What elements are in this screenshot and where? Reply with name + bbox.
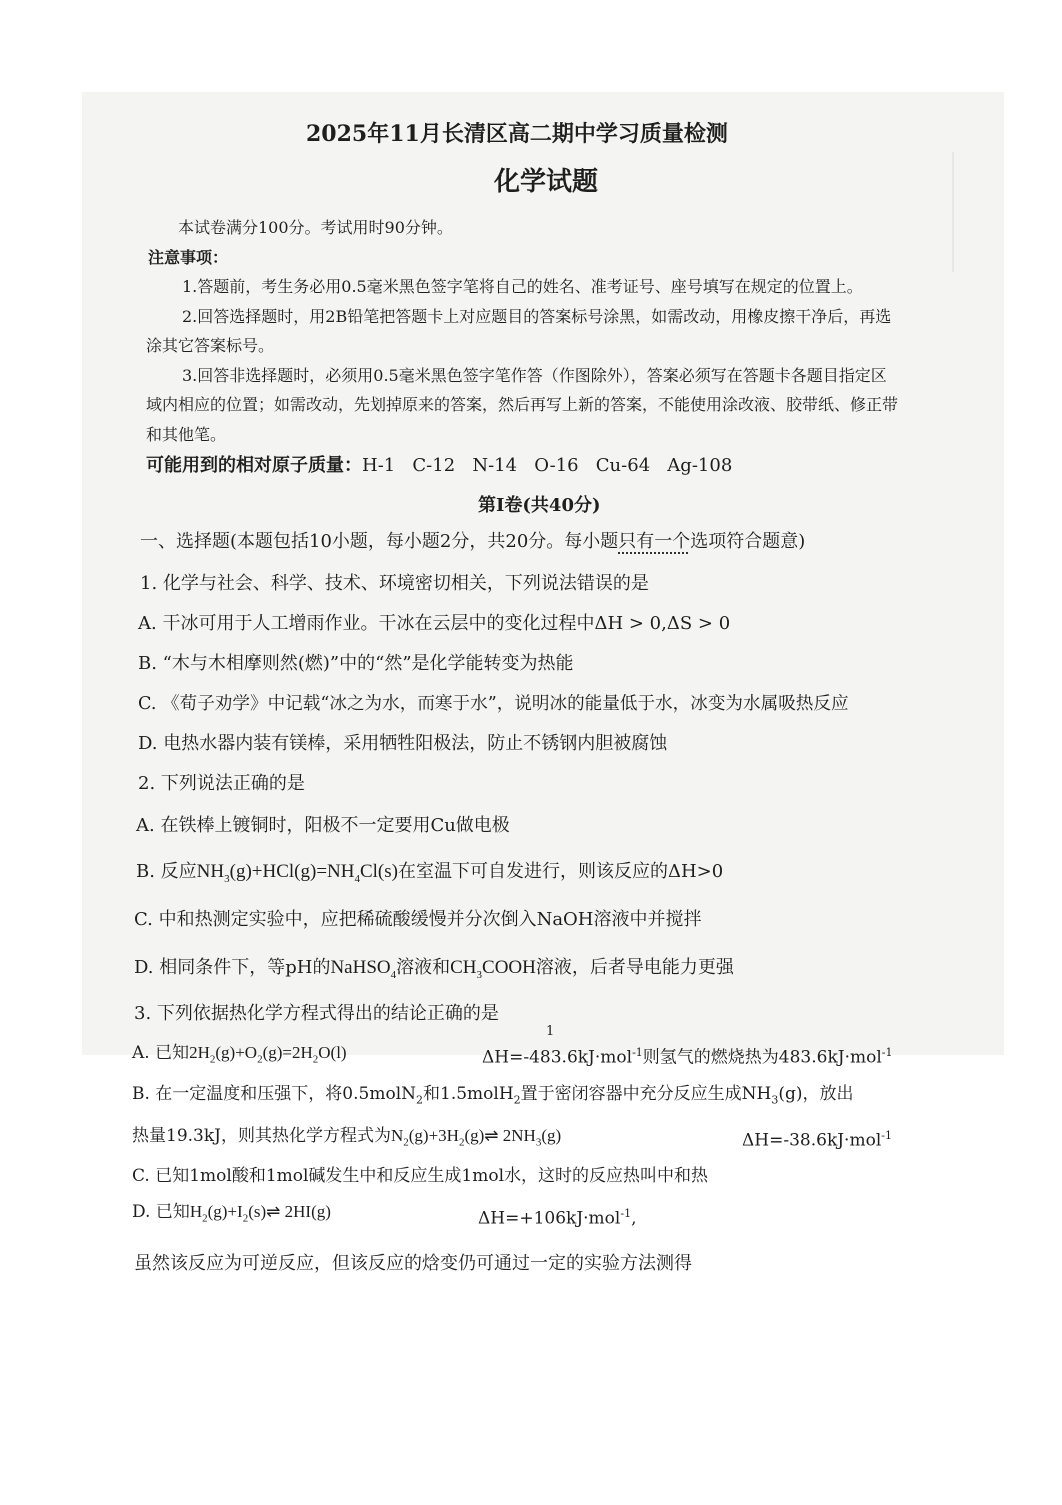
q1-option-c: C. 《荀子劝学》中记载“冰之为水，而寒于水”，说明冰的能量低于水，冰变为水属吸热反应 xyxy=(138,694,849,714)
atomic-mass-line xyxy=(146,454,732,478)
q3-option-d-enthalpy: ΔH=+106kJ·mol$^{-1}$, xyxy=(478,1207,637,1229)
q3-option-c: C. 已知1mol酸和1mol碱发生中和反应生成1mol水，这时的反应热叫中和热 xyxy=(132,1166,709,1186)
q2-d-formula-2: $CH_3COOH$ xyxy=(450,957,536,981)
q1-option-b: B. “木与木相摩则然(燃)”中的“然”是化学能转变为热能 xyxy=(138,653,574,674)
page-number: 1 xyxy=(546,1024,555,1039)
notice-heading: 注意事项： xyxy=(148,248,229,267)
q3-d-equation: $H_2(g)+I_2(s)\rightleftharpoons$ 2HI(g) xyxy=(189,1202,331,1225)
notice-item-3-line-1: 3.回答非选择题时，必须用0.5毫米黑色签字笔作答（作图除外），答案必须写在答题卡各题目指定区 xyxy=(182,366,887,385)
q2-option-a: A. 在铁棒上镀铜时，阳极不一定要用Cu做电极 xyxy=(136,815,510,836)
show-through-line xyxy=(952,152,954,272)
q3-a-equation: $2H_2(g)+O_2(g)=2H_2O(l)$ xyxy=(189,1043,347,1066)
notice-item-3-line-3: 和其他笔。 xyxy=(146,425,227,444)
q3-option-a: A. 已知$2H_2(g)+O_2(g)=2H_2O(l)$ xyxy=(132,1043,347,1066)
q2-option-d: D. 相同条件下，等pH的NaHSO$_4$溶液和$CH_3COOH$溶液，后者导电能力更强 xyxy=(134,957,734,981)
section-title: 第Ⅰ卷(共40分) xyxy=(478,495,601,516)
subject-title: 化学试题 xyxy=(494,167,599,197)
q2-d-formula-1: NaHSO$_4$ xyxy=(330,957,397,981)
exam-title: 2025年11月长清区高二期中学习质量检测 xyxy=(306,121,728,147)
q2-option-c: C. 中和热测定实验中，应把稀硫酸缓慢并分次倒入NaOH溶液中并搅拌 xyxy=(134,909,702,930)
notice-item-3-line-2: 域内相应的位置；如需改动，先划掉原来的答案，然后再写上新的答案，不能使用涂改液、胶带纸、修正带 xyxy=(146,395,899,414)
q1-option-d: D. 电热水器内装有镁棒，采用牺牲阳极法，防止不锈钢内胆被腐蚀 xyxy=(138,733,668,754)
q2-stem: 2. 下列说法正确的是 xyxy=(138,773,305,794)
q3-stem: 3. 下列依据热化学方程式得出的结论正确的是 xyxy=(134,1003,499,1024)
q3-option-d: D. 已知$H_2(g)+I_2(s)\rightleftharpoons$ 2HI(g) xyxy=(132,1202,331,1225)
q3-option-d-line-2: 虽然该反应为可逆反应，但该反应的焓变仍可通过一定的实验方法测得 xyxy=(134,1253,692,1274)
section-instruction: 一、选择题(本题包括10小题，每小题2分，共20分。每小题只有一个选项符合题意) xyxy=(140,531,806,552)
q1-stem: 1. 化学与社会、科学、技术、环境密切相关，下列说法错误的是 xyxy=(140,573,649,594)
notice-item-2-line-2: 涂其它答案标号。 xyxy=(146,336,275,355)
q3-option-b-line-1: B. 在一定温度和压强下，将0.5molN$_2$和1.5molH$_2$置于密闭容器中充分反应生成$NH_3(g)$，放出 xyxy=(132,1084,854,1107)
atomic-mass-values: H-1 C-12 N-14 O-16 Cu-64 Ag-108 xyxy=(362,455,733,476)
q1-option-a: A. 干冰可用于人工增雨作业。干冰在云层中的变化过程中ΔH > 0,ΔS > 0 xyxy=(138,613,731,634)
q2-b-equation: $NH_3(g)+HCl(g)=NH_4Cl(s)$ xyxy=(196,861,398,885)
q3-option-b-enthalpy: ΔH=-38.6kJ·mol$^{-1}$ xyxy=(742,1129,892,1151)
q3-b-equation: $N_2(g)+3H_2(g)\rightleftharpoons$ $2NH_3(g)$ xyxy=(390,1126,562,1149)
notice-item-1: 1.答题前，考生务必用0.5毫米黑色签字笔将自己的姓名、准考证号、座号填写在规定的位置上。 xyxy=(182,277,863,296)
q3-option-a-enthalpy: ΔH=-483.6kJ·mol$^{-1}$则氢气的燃烧热为483.6kJ·mol$^{-1}$ xyxy=(482,1046,893,1068)
q3-option-b-line-2: 热量19.3kJ，则其热化学方程式为$N_2(g)+3H_2(g)\rightleftharpoons$ $2NH_3(g)$ xyxy=(132,1126,562,1149)
emphasized-text: 只有一个 xyxy=(618,531,691,552)
intro-text: 本试卷满分100分。考试用时90分钟。 xyxy=(178,218,453,237)
q2-option-b: B. 反应$NH_3(g)+HCl(g)=NH_4Cl(s)$在室温下可自发进行，则该反应的ΔH>0 xyxy=(136,861,724,885)
atomic-mass-label: 可能用到的相对原子质量： xyxy=(146,455,362,476)
notice-item-2-line-1: 2.回答选择题时，用2B铅笔把答题卡上对应题目的答案标号涂黑，如需改动，用橡皮擦干净后，再选 xyxy=(182,307,892,326)
